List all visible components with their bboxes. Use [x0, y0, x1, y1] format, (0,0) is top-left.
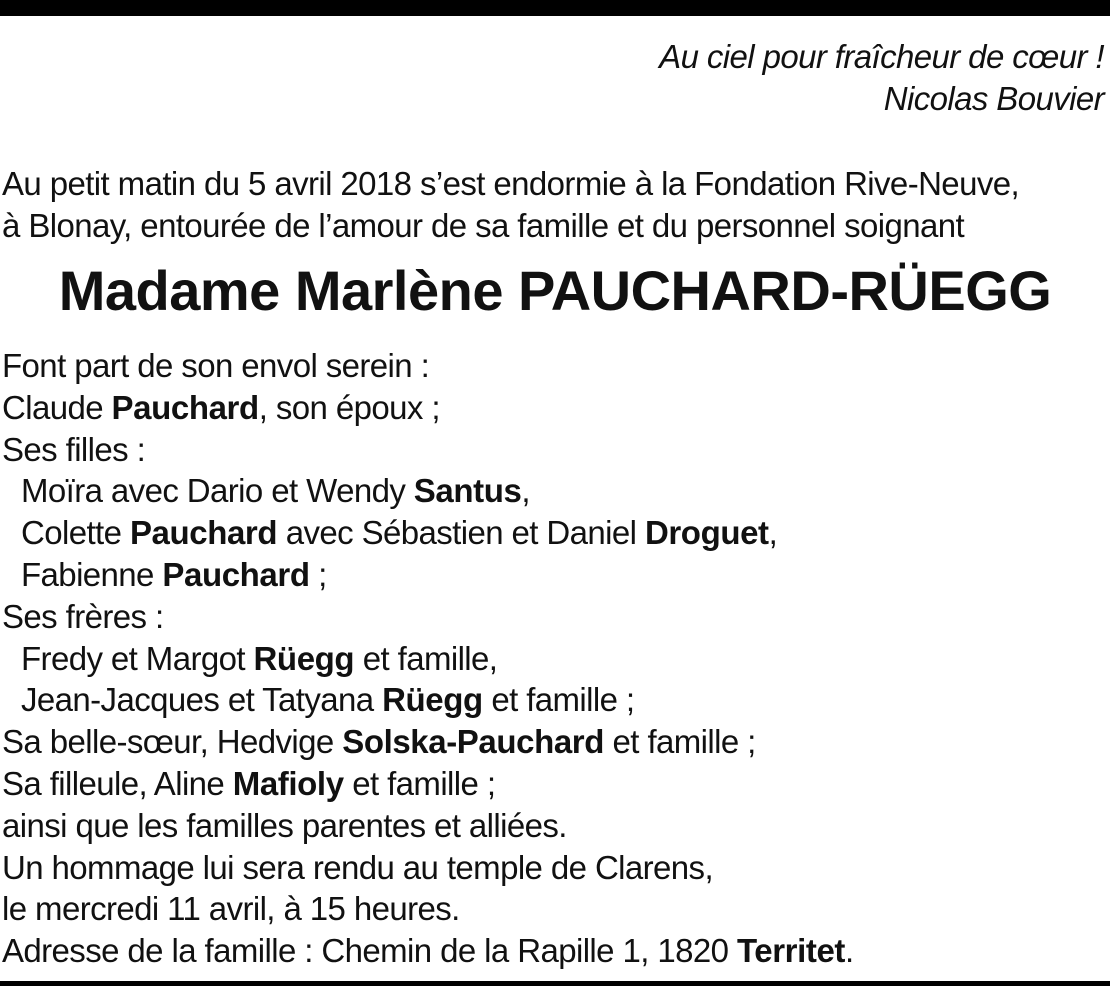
announcement-line: [2, 847, 854, 889]
line-text: Ses frères :: [2, 597, 164, 635]
announcement-line: [2, 805, 854, 847]
line-text: Sa filleule, Aline: [2, 764, 233, 802]
line-text: Fredy et Margot: [21, 639, 254, 677]
line-text: et famille ;: [482, 681, 635, 719]
epigraph-author: Nicolas Bouvier: [883, 80, 1104, 117]
line-text: ;: [309, 555, 327, 593]
epigraph: [659, 36, 1104, 120]
family-surname: Pauchard: [162, 555, 310, 593]
line-text: Fabienne: [21, 555, 163, 593]
announcement-line: [2, 721, 854, 763]
line-text: Font part de son envol serein :: [2, 347, 430, 384]
family-surname: Droguet: [644, 514, 769, 552]
line-text: Sa belle-sœur, Hedvige: [2, 723, 343, 761]
line-text: ,: [521, 472, 530, 510]
family-surname: Rüegg: [253, 639, 355, 677]
bottom-border-rule: [0, 981, 1110, 986]
family-surname: Rüegg: [382, 681, 483, 719]
announcement-line: [2, 470, 854, 512]
line-text: Claude: [2, 388, 112, 426]
line-text: Colette: [21, 514, 130, 552]
line-text: le mercredi 11 avril, à 15 heures.: [2, 890, 460, 928]
line-text: Adresse de la famille : Chemin de la Rapille 1, 1820: [2, 932, 737, 970]
line-text: et famille ;: [603, 723, 756, 761]
intro-paragraph: [2, 163, 1019, 247]
epigraph-text: Au ciel pour fraîcheur de cœur !: [659, 38, 1104, 75]
line-text: .: [845, 932, 854, 970]
announcement-line: [2, 554, 854, 596]
line-text: avec Sébastien et Daniel: [277, 514, 645, 552]
family-surname: Santus: [413, 472, 522, 510]
announcement-line: [2, 429, 854, 471]
line-text: Moïra avec Dario et Wendy: [21, 472, 414, 510]
line-text: ainsi que les familles parentes et alliées.: [2, 806, 567, 844]
line-text: ,: [768, 514, 778, 552]
line-text: Un hommage lui sera rendu au temple de Clarens,: [2, 848, 714, 886]
announcement-line: [2, 512, 854, 554]
announcement-line: [2, 345, 854, 387]
line-text: Jean-Jacques et Tatyana: [21, 681, 383, 719]
line-text: , son époux ;: [258, 388, 440, 426]
family-surname: Solska-Pauchard: [342, 723, 604, 761]
intro-line-1: Au petit matin du 5 avril 2018 s’est endormie à la Fondation Rive-Neuve,: [2, 165, 1020, 202]
top-border-rule: [0, 0, 1110, 16]
announcement-line: [2, 596, 854, 638]
line-text: et famille,: [354, 639, 498, 677]
announcement-line: [2, 888, 854, 930]
line-text: et famille ;: [343, 764, 496, 802]
line-text: Ses filles :: [2, 430, 146, 468]
family-announcement: [2, 345, 854, 972]
announcement-line: [2, 387, 854, 429]
family-surname: Territet: [736, 932, 845, 970]
family-surname: Pauchard: [111, 388, 259, 426]
announcement-line: [2, 763, 854, 805]
deceased-name: Madame Marlène PAUCHARD-RÜEGG: [58, 259, 1052, 322]
announcement-line: [2, 679, 854, 721]
intro-line-2: à Blonay, entourée de l’amour de sa famille et du personnel soignant: [2, 207, 965, 244]
family-surname: Pauchard: [129, 514, 278, 552]
family-surname: Mafioly: [232, 764, 344, 802]
announcement-line: [2, 638, 854, 680]
announcement-line: [2, 930, 854, 972]
